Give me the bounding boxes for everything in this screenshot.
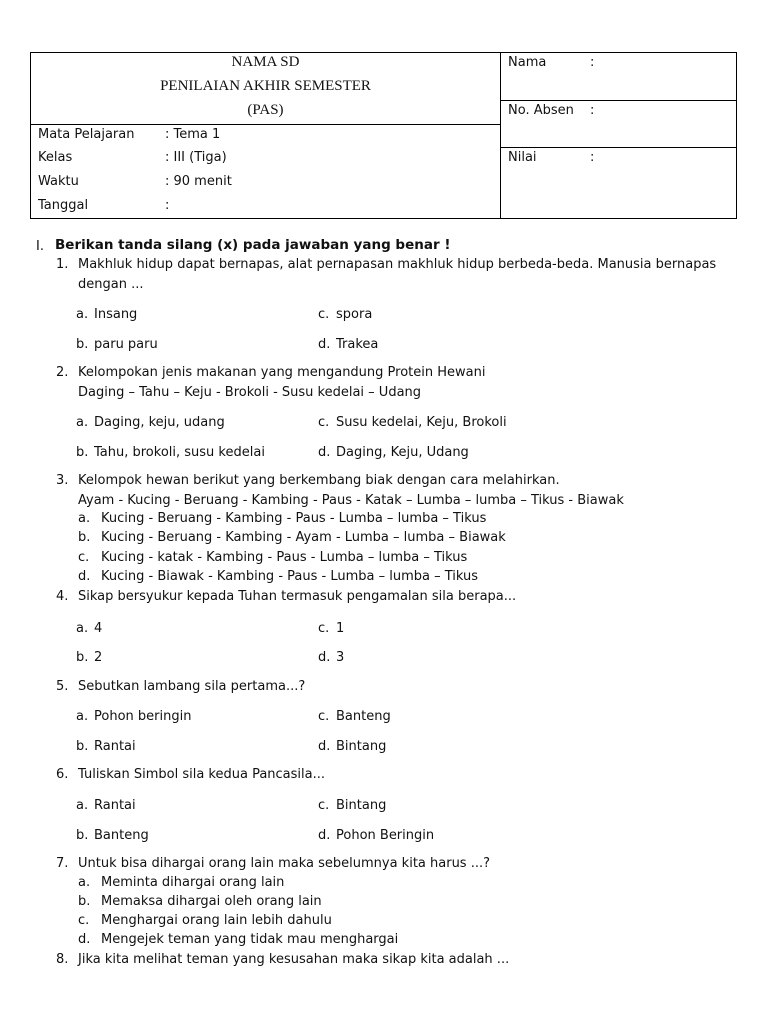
option-text[interactable]: Bintang (336, 798, 387, 813)
option-text[interactable]: Insang (94, 307, 138, 322)
question-number: 1. (56, 257, 69, 272)
info-value-subject: : Tema 1 (165, 127, 221, 142)
section-instruction: Berikan tanda silang (x) pada jawaban yang benar ! (55, 237, 451, 253)
option-letter[interactable]: c. (318, 621, 330, 636)
option-letter[interactable]: b. (76, 445, 89, 460)
option-text[interactable]: Kucing - Beruang - Kambing - Paus - Lumba – lumba – Tikus (101, 511, 487, 526)
option-letter[interactable]: b. (78, 894, 91, 909)
option-text[interactable]: Trakea (336, 337, 379, 352)
school-name: NAMA SD (231, 54, 300, 70)
option-letter[interactable]: c. (318, 709, 330, 724)
option-letter[interactable]: d. (318, 445, 331, 460)
option-text[interactable]: 4 (94, 621, 103, 636)
table-top-border (30, 52, 737, 53)
student-label-score: Nilai (508, 150, 537, 165)
info-label-subject: Mata Pelajaran (38, 127, 135, 142)
option-text[interactable]: 2 (94, 650, 103, 665)
question-number: 7. (56, 856, 69, 871)
option-text[interactable]: 3 (336, 650, 345, 665)
question-text: Sikap bersyukur kepada Tuhan termasuk pengamalan sila berapa... (78, 589, 517, 604)
option-text[interactable]: Susu kedelai, Keju, Brokoli (336, 415, 507, 430)
option-text[interactable]: Menghargai orang lain lebih dahulu (101, 913, 332, 928)
info-label-class: Kelas (38, 150, 73, 165)
exam-abbr: (PAS) (247, 102, 284, 118)
option-text[interactable]: 1 (336, 621, 345, 636)
question-text: Jika kita melihat teman yang kesusahan maka sikap kita adalah ... (78, 952, 510, 967)
question-number: 6. (56, 767, 69, 782)
option-letter[interactable]: a. (76, 621, 89, 636)
question-text: Tuliskan Simbol sila kedua Pancasila... (78, 767, 325, 782)
option-text[interactable]: Kucing - Biawak - Kambing - Paus - Lumba – lumba – Tikus (101, 569, 479, 584)
info-value-date: : (165, 198, 170, 213)
option-text[interactable]: Mengejek teman yang tidak mau menghargai (101, 932, 399, 947)
question-text: Daging – Tahu – Keju - Brokoli - Susu kedelai – Udang (78, 384, 422, 400)
option-letter[interactable]: d. (78, 932, 91, 947)
info-value-class: : III (Tiga) (165, 150, 227, 165)
option-text[interactable]: paru paru (94, 337, 158, 352)
option-letter[interactable]: b. (76, 337, 89, 352)
option-text[interactable]: Memaksa dihargai oleh orang lain (101, 894, 322, 909)
question-number: 2. (56, 365, 69, 380)
option-text[interactable]: Daging, keju, udang (94, 415, 225, 430)
student-value-absen[interactable]: : (590, 103, 595, 118)
title-separator (30, 124, 501, 125)
option-letter[interactable]: a. (76, 798, 89, 813)
student-value-score[interactable]: : (590, 150, 595, 165)
student-label-absen: No. Absen (508, 103, 574, 118)
option-text[interactable]: Rantai (94, 798, 136, 813)
option-text[interactable]: spora (336, 307, 373, 322)
option-letter[interactable]: a. (76, 307, 89, 322)
option-text[interactable]: Tahu, brokoli, susu kedelai (94, 445, 265, 460)
question-text: Sebutkan lambang sila pertama...? (78, 679, 306, 694)
question-number: 5. (56, 679, 69, 694)
student-label-name: Nama (508, 55, 547, 70)
option-text[interactable]: Bintang (336, 739, 387, 754)
option-text[interactable]: Banteng (336, 709, 391, 724)
option-letter[interactable]: d. (78, 569, 91, 584)
info-value-time: : 90 menit (165, 174, 232, 189)
option-text[interactable]: Kucing - Beruang - Kambing - Ayam - Lumba – lumba – Biawak (101, 530, 506, 545)
question-text: dengan ... (78, 276, 144, 292)
section-number: I. (36, 239, 44, 254)
table-bottom-border (30, 218, 737, 219)
option-letter[interactable]: c. (318, 415, 330, 430)
option-letter[interactable]: b. (76, 739, 89, 754)
option-letter[interactable]: d. (318, 337, 331, 352)
info-label-date: Tanggal (38, 198, 89, 213)
question-text: Kelompokan jenis makanan yang mengandung Protein Hewani (78, 365, 486, 380)
question-number: 3. (56, 473, 69, 488)
option-letter[interactable]: d. (318, 828, 331, 843)
question-number: 8. (56, 952, 69, 967)
option-text[interactable]: Pohon beringin (94, 709, 192, 724)
option-letter[interactable]: a. (78, 875, 91, 890)
option-letter[interactable]: c. (78, 550, 90, 565)
option-letter[interactable]: a. (76, 415, 89, 430)
question-text: Ayam - Kucing - Beruang - Kambing - Paus - Katak – Lumba – lumba – Tikus - Biawak (78, 492, 624, 508)
option-letter[interactable]: a. (76, 709, 89, 724)
student-value-name[interactable]: : (590, 55, 595, 70)
option-text[interactable]: Kucing - katak - Kambing - Paus - Lumba – lumba – Tikus (101, 550, 468, 565)
option-letter[interactable]: b. (78, 530, 91, 545)
option-text[interactable]: Daging, Keju, Udang (336, 445, 469, 460)
option-letter[interactable]: d. (318, 650, 331, 665)
option-letter[interactable]: b. (76, 650, 89, 665)
option-text[interactable]: Banteng (94, 828, 149, 843)
option-letter[interactable]: c. (318, 307, 330, 322)
option-letter[interactable]: c. (78, 913, 90, 928)
option-text[interactable]: Rantai (94, 739, 136, 754)
exam-title: PENILAIAN AKHIR SEMESTER (160, 78, 371, 94)
table-right-border (736, 52, 737, 219)
question-text: Kelompok hewan berikut yang berkembang biak dengan cara melahirkan. (78, 473, 560, 488)
absen-separator (500, 147, 737, 148)
option-text[interactable]: Meminta dihargai orang lain (101, 875, 285, 890)
option-letter[interactable]: b. (76, 828, 89, 843)
option-letter[interactable]: d. (318, 739, 331, 754)
option-letter[interactable]: c. (318, 798, 330, 813)
question-number: 4. (56, 589, 69, 604)
question-text: Makhluk hidup dapat bernapas, alat pernapasan makhluk hidup berbeda-beda. Manusia bernapas (78, 257, 717, 272)
option-letter[interactable]: a. (78, 511, 91, 526)
nama-separator (500, 100, 737, 101)
info-label-time: Waktu (38, 174, 79, 189)
option-text[interactable]: Pohon Beringin (336, 828, 435, 843)
question-text: Untuk bisa dihargai orang lain maka sebelumnya kita harus ...? (78, 856, 491, 871)
